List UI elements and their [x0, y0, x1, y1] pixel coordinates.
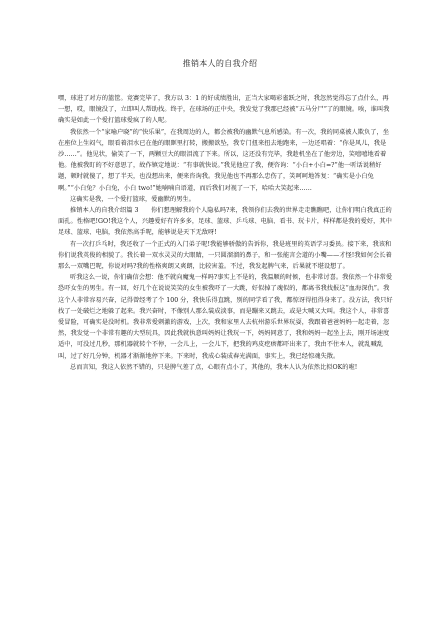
document-title: 推销本人的自我介绍 — [182, 59, 258, 68]
paragraph-7: 总而言知，我这人依然不错的，只是脾气差了点，心眼有点小了，其他的，我本人认为依然比拟OK的啦! — [70, 363, 358, 371]
paragraph-3: 这确实是我，一个爱打篮球，爱幽默的男生。 — [70, 195, 195, 203]
paragraph-1: 嘿，球进了对方的篮筐。竞赛完毕了，我方以 3：1 的好成绩胜出，正当大家喝彩雀跃之时，我忽然觉得忘了点什么，再一想，哎，眼镜没了，立即叫人帮助找。终于，在球场的正中央，我发觉了我那已经被“五马分尸”了的眼镜。唉，谁叫我确实是如此一个爱打篮球爱疯了的人呢。 — [58, 95, 390, 125]
document-body — [58, 93, 393, 373]
paragraph-5: 有一次打乒乓时，我还收了一个正式的入门弟子呢!我能够骄傲的告诉你，我是班里的英语学习委员。接下来，我该和你们说我英俊的相貌了。我长着一双水灵灵的大眼睛，一只圆溜溜的鼻子，和一张能言会道的小嘴——才怪!我如何会长着那么一双嘴巴呢，你说对吗?我的性格爽朗又爽朗，比较害羞。不过，我发起脾气来，后果就不堪设想了。 — [58, 240, 392, 271]
paragraph-6: 听我这么一说，你们确信会想：他不就向魔鬼一样吗?事实上不是的，我温顺的时候，也非常讨喜。我依然一个非常爱恐吓女生的男生。有一回，好几个在说说笑笑的女生被我吓了一大跳，好似掉了魂似的，都离书我找报这“血海深仇”。我这个人非常容易兴奋，记得曾经考了个 100 分，我快乐得直跳，别的同学看了我，都惊讶得扭得身来了。没方法，我只好找了一处破烂之地躲了起来。我兴奋时，不像别人那么装成淡事，而是蹦来又跳去，或是大喊又大叫。我这个人，非常喜爱冒险，可确实是没时机。我非常爱刺激的游戏，上次，我和家里人去杭州游乐世界玩耍，我跟着爸爸妈妈一起走着，忽然，我发觉一个非常有趣的大型玩具，因此我就执意叫妈妈让我玩一下，妈妈同意了，我和妈妈一起坐上去，刚开场速度适中，可没过几秒，那机器就转个不停，一会儿上，一会儿下，把我的鸡皮疙瘩都吓出来了，我由不住本人，就乱喊乱叫，过了好几分钟，机器才渐渐地停下来。下来时，我成心装成春光满面，事实上，我已经惊魂失散。 — [58, 274, 393, 360]
paragraph-2: 我依然一个“家喻户晓”的“快乐果”，在我周边的人，都会被我的幽默气息所感染。有一次，我的同桌被人欺负了，坐在座位上生闷气，眼看着泪水已在他的眼眶里打转，搬搬欲坠，我专门扭来扭去地跑来，一边还唱着：“你是风儿，我是沙……”。他见状，偷笑了一下，两颗豆大的眼泪流了下来。所以，这还没有完毕，我趁机坐在了他旁边，笑嘻嘻地看着他。他被我盯的不好意思了，故作镇定地说：“有事就快说。”我见他应了我，便咨询：“小白+小白=?”他一听话说稍好题，顿时就傻了，想了半天，也没想出来，便来咨询我。我见他也不再那么忠伤了，笑呵呵地答复：“确实是小白兔啊。”“小白兔？小白兔，小白 two!”她喃喃自语道，而后我们对视了一下，哈哈大笑起来…… — [58, 128, 390, 192]
watermark — [14, 130, 32, 154]
paragraph-4: 推销本人的自我介绍篇 3 你们想理解我的个人隐私吗?来，我领你们去我的世界走走瞧瞧吧，让你们明白我真正的面孔。性格吧!GO!我这个人，兴趣爱好有许多多，足球、篮球、乒乓球、电脑、看书、玩卡片，样样都是我的爱好，其中足球、篮球、电脑，我依然高手呢，能够说是天下无敌呀! — [58, 207, 392, 237]
